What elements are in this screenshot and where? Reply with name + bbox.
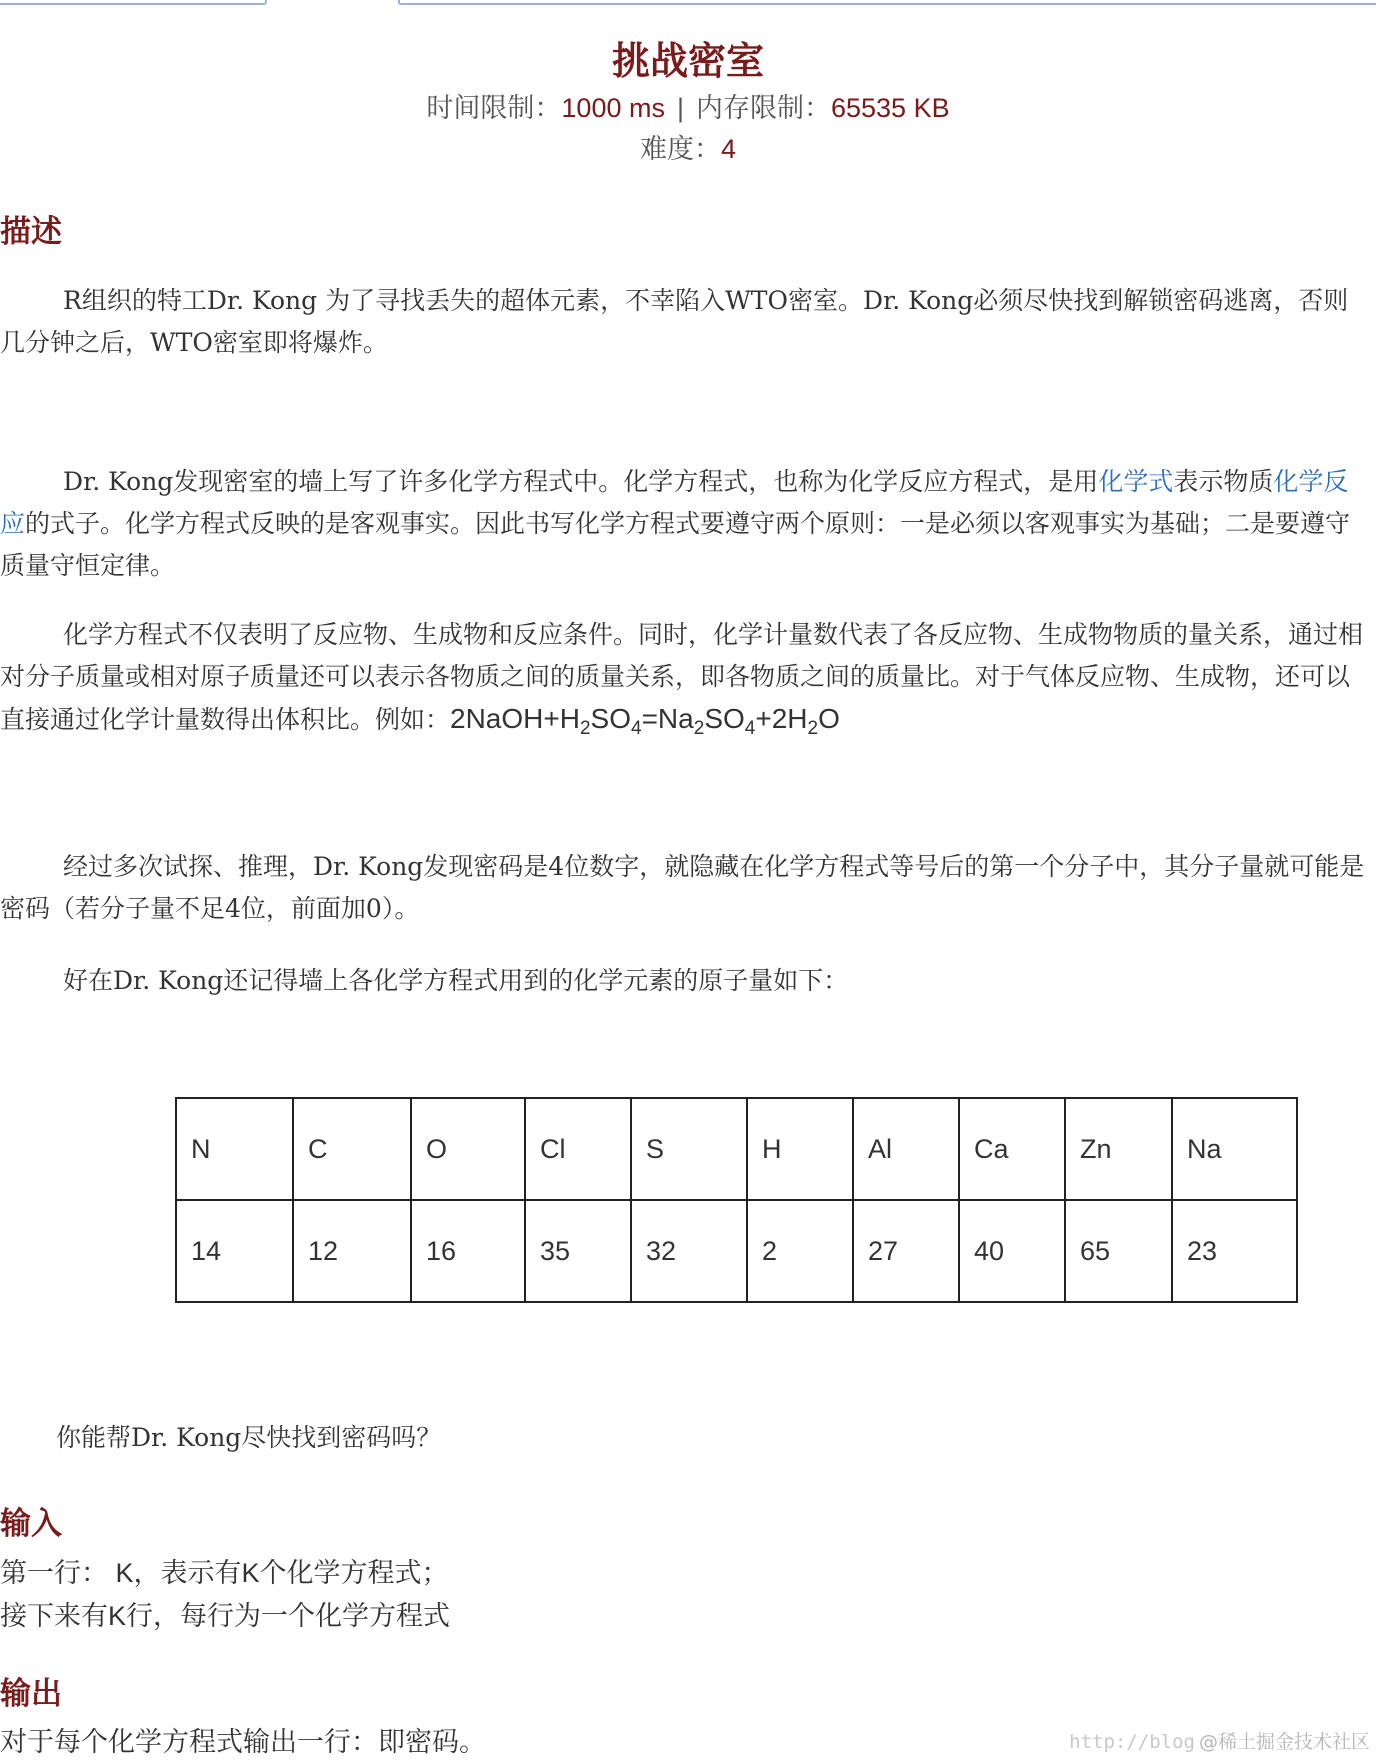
example-equation: $2NaOH+H_2SO_4=Na_2SO_4+2H_2O$: [450, 703, 840, 739]
output-line-1: 对于每个化学方程式输出一行：即密码。: [0, 1727, 486, 1757]
paragraph-3-text: 化学方程式不仅表明了反应物、生成物和反应条件。同时，化学计量数代表了各反应物、生成物物质的量关系，通过相对分子质量或相对原子质量还可以表示各物质之间的质量关系，即各物质之间的质量比。对于气体反应物、生成物，还可以直接通过化学计量数得出体积比。例如：: [0, 620, 1364, 734]
element-cell: N: [176, 1098, 293, 1200]
paragraph-2-text-2: 表示物质: [1173, 467, 1274, 496]
output-heading: 输出: [0, 1676, 62, 1711]
element-cell: Na: [1172, 1098, 1297, 1200]
input-line-2: 接下来有K行，每行为一个化学方程式: [0, 1601, 451, 1631]
limits-line: [0, 88, 1376, 129]
mass-cell: 14: [176, 1200, 293, 1302]
atomic-mass-table: [175, 1097, 1298, 1303]
time-limit-label: 时间限制：: [426, 93, 562, 123]
element-row: [176, 1098, 1297, 1200]
element-cell: S: [631, 1098, 747, 1200]
mass-cell: 16: [411, 1200, 525, 1302]
element-cell: Cl: [525, 1098, 631, 1200]
mass-cell: 23: [1172, 1200, 1297, 1302]
difficulty-line: [0, 129, 1376, 170]
watermark: [1069, 1727, 1370, 1754]
watermark-brand: @稀土掘金技术社区: [1198, 1731, 1370, 1753]
chemical-formula-link[interactable]: 化学式: [1098, 467, 1174, 496]
tab-strip: [0, 0, 1376, 6]
element-cell: Zn: [1065, 1098, 1172, 1200]
memory-limit-label: 内存限制：: [695, 93, 831, 123]
difficulty-value: 4: [720, 134, 737, 164]
description-paragraph-2: [0, 461, 1372, 587]
paragraph-2-text-1: Dr. Kong发现密室的墙上写了许多化学方程式中。化学方程式，也称为化学反应方程式，是用: [63, 467, 1099, 496]
difficulty-label: 难度：: [639, 134, 721, 164]
element-cell: H: [747, 1098, 853, 1200]
input-line-1: 第一行： K，表示有K个化学方程式；: [0, 1558, 449, 1588]
description-paragraph-6: 你能帮Dr. Kong尽快找到密码吗？: [56, 1423, 442, 1452]
problem-title: 挑战密室: [611, 41, 764, 83]
limits-separator: |: [676, 93, 684, 123]
chemical-reaction-link[interactable]: 化学反应: [0, 467, 1349, 538]
mass-cell: 40: [959, 1200, 1065, 1302]
mass-row: [176, 1200, 1297, 1302]
watermark-url: http://blog: [1069, 1731, 1195, 1753]
description-paragraph-5: 好在Dr. Kong还记得墙上各化学方程式用到的化学元素的原子量如下：: [63, 966, 849, 995]
tab-left-edge[interactable]: [0, 0, 267, 5]
tab-right-edge[interactable]: [398, 0, 1376, 5]
mass-cell: 2: [747, 1200, 853, 1302]
paragraph-2-text-3: 的式子。化学方程式反映的是客观事实。因此书写化学方程式要遵守两个原则：一是必须以客观事实为基础；二是要遵守质量守恒定律。: [0, 509, 1351, 580]
element-cell: O: [411, 1098, 525, 1200]
element-cell: C: [293, 1098, 411, 1200]
mass-cell: 32: [631, 1200, 747, 1302]
input-heading: 输入: [0, 1506, 62, 1541]
description-paragraph-3: [0, 614, 1372, 741]
mass-cell: 27: [853, 1200, 959, 1302]
description-paragraph-1: R组织的特工Dr. Kong 为了寻找丢失的超体元素，不幸陷入WTO密室。Dr. Kong必须尽快找到解锁密码逃离，否则几分钟之后，WTO密室即将爆炸。: [0, 286, 1349, 357]
mass-cell: 65: [1065, 1200, 1172, 1302]
description-heading: 描述: [0, 214, 62, 249]
memory-limit-value: 65535 KB: [830, 93, 950, 123]
element-cell: Al: [853, 1098, 959, 1200]
description-paragraph-4: 经过多次试探、推理，Dr. Kong发现密码是4位数字，就隐藏在化学方程式等号后的第一个分子中，其分子量就可能是密码（若分子量不足4位，前面加0）。: [0, 852, 1365, 923]
problem-header: [0, 36, 1376, 170]
mass-cell: 35: [525, 1200, 631, 1302]
time-limit-value: 1000 ms: [561, 93, 665, 123]
mass-cell: 12: [293, 1200, 411, 1302]
element-cell: Ca: [959, 1098, 1065, 1200]
